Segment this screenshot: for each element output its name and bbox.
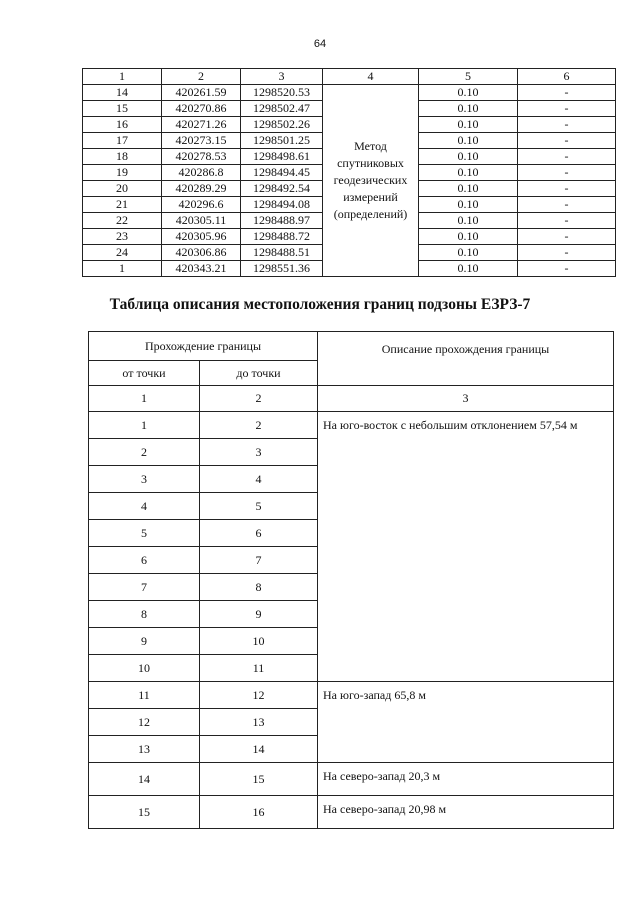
to-point: 2 [200,412,318,439]
coord-y: 1298494.08 [241,197,323,213]
point-number: 1 [83,261,162,277]
coordinates-table [82,68,616,277]
coord-x: 420343.21 [162,261,241,277]
note-value: - [518,229,616,245]
table-title: Таблица описания местоположения границ подзоны ЕЗРЗ-7 [109,296,531,313]
coord-x: 420305.96 [162,229,241,245]
coord-y: 1298498.61 [241,149,323,165]
column-header: 3 [241,69,323,85]
boundary-description: На юго-восток с небольшим отклонением 57,54 м [318,412,614,682]
accuracy-value: 0.10 [419,133,518,149]
method-line: спутниковых [337,156,404,170]
coord-x: 420286.8 [162,165,241,181]
from-point: 6 [89,547,200,574]
note-value: - [518,213,616,229]
coord-y: 1298492.54 [241,181,323,197]
to-point: 5 [200,493,318,520]
point-number: 23 [83,229,162,245]
coord-y: 1298502.47 [241,101,323,117]
from-point: 11 [89,682,200,709]
from-point: 4 [89,493,200,520]
from-point: 13 [89,736,200,763]
to-point: 6 [200,520,318,547]
point-number: 15 [83,101,162,117]
column-number: 3 [318,386,614,412]
to-point: 7 [200,547,318,574]
from-point: 3 [89,466,200,493]
accuracy-value: 0.10 [419,165,518,181]
note-value: - [518,117,616,133]
accuracy-value: 0.10 [419,117,518,133]
point-number: 21 [83,197,162,213]
page-number: 64 [313,38,327,50]
point-number: 19 [83,165,162,181]
point-number: 14 [83,85,162,101]
table-row [89,412,614,439]
coord-x: 420261.59 [162,85,241,101]
to-point: 3 [200,439,318,466]
accuracy-value: 0.10 [419,85,518,101]
accuracy-value: 0.10 [419,149,518,165]
note-value: - [518,165,616,181]
from-point: 12 [89,709,200,736]
measurement-method [323,85,419,277]
point-number: 17 [83,133,162,149]
point-number: 20 [83,181,162,197]
boundary-description: На северо-запад 20,3 м [318,763,614,796]
to-point: 12 [200,682,318,709]
table-row [89,763,614,796]
coord-x: 420273.15 [162,133,241,149]
to-point: 11 [200,655,318,682]
note-value: - [518,261,616,277]
coord-x: 420270.86 [162,101,241,117]
table-row [89,682,614,709]
boundary-description: На северо-запад 20,98 м [318,796,614,829]
note-value: - [518,197,616,213]
to-point: 8 [200,574,318,601]
from-point: 2 [89,439,200,466]
column-header: 5 [419,69,518,85]
coord-x: 420306.86 [162,245,241,261]
point-number: 24 [83,245,162,261]
note-value: - [518,133,616,149]
header-row [83,69,616,85]
note-value: - [518,85,616,101]
coord-y: 1298551.36 [241,261,323,277]
method-line: (определений) [333,207,408,221]
coord-y: 1298488.51 [241,245,323,261]
column-header: 2 [162,69,241,85]
boundary-description: На юго-запад 65,8 м [318,682,614,763]
accuracy-value: 0.10 [419,245,518,261]
point-number: 16 [83,117,162,133]
note-value: - [518,101,616,117]
from-point: 15 [89,796,200,829]
note-value: - [518,245,616,261]
coord-x: 420289.29 [162,181,241,197]
column-header: 1 [83,69,162,85]
coord-y: 1298488.72 [241,229,323,245]
to-point: 10 [200,628,318,655]
from-point: 7 [89,574,200,601]
coord-y: 1298488.97 [241,213,323,229]
column-number: 2 [200,386,318,412]
coord-y: 1298501.25 [241,133,323,149]
coord-x: 420278.53 [162,149,241,165]
header-to-point: до точки [200,361,318,386]
point-number: 22 [83,213,162,229]
header-boundary-passage: Прохождение границы [89,332,318,361]
boundary-description-table [88,331,614,829]
coord-x: 420271.26 [162,117,241,133]
from-point: 5 [89,520,200,547]
column-header: 4 [323,69,419,85]
accuracy-value: 0.10 [419,229,518,245]
accuracy-value: 0.10 [419,197,518,213]
column-header: 6 [518,69,616,85]
accuracy-value: 0.10 [419,181,518,197]
from-point: 9 [89,628,200,655]
header-boundary-description: Описание прохождения границы [318,332,614,386]
from-point: 10 [89,655,200,682]
coord-x: 420296.6 [162,197,241,213]
accuracy-value: 0.10 [419,261,518,277]
coord-y: 1298494.45 [241,165,323,181]
to-point: 13 [200,709,318,736]
column-number: 1 [89,386,200,412]
from-point: 14 [89,763,200,796]
accuracy-value: 0.10 [419,101,518,117]
point-number: 18 [83,149,162,165]
method-line: измерений [343,190,398,204]
coord-y: 1298520.53 [241,85,323,101]
table-row [83,85,616,101]
coord-x: 420305.11 [162,213,241,229]
to-point: 16 [200,796,318,829]
accuracy-value: 0.10 [419,213,518,229]
coord-y: 1298502.26 [241,117,323,133]
to-point: 9 [200,601,318,628]
from-point: 8 [89,601,200,628]
note-value: - [518,149,616,165]
method-line: геодезических [333,173,408,187]
method-line: Метод [354,139,387,153]
to-point: 15 [200,763,318,796]
from-point: 1 [89,412,200,439]
table-row [89,796,614,829]
header-from-point: от точки [89,361,200,386]
to-point: 14 [200,736,318,763]
note-value: - [518,181,616,197]
to-point: 4 [200,466,318,493]
